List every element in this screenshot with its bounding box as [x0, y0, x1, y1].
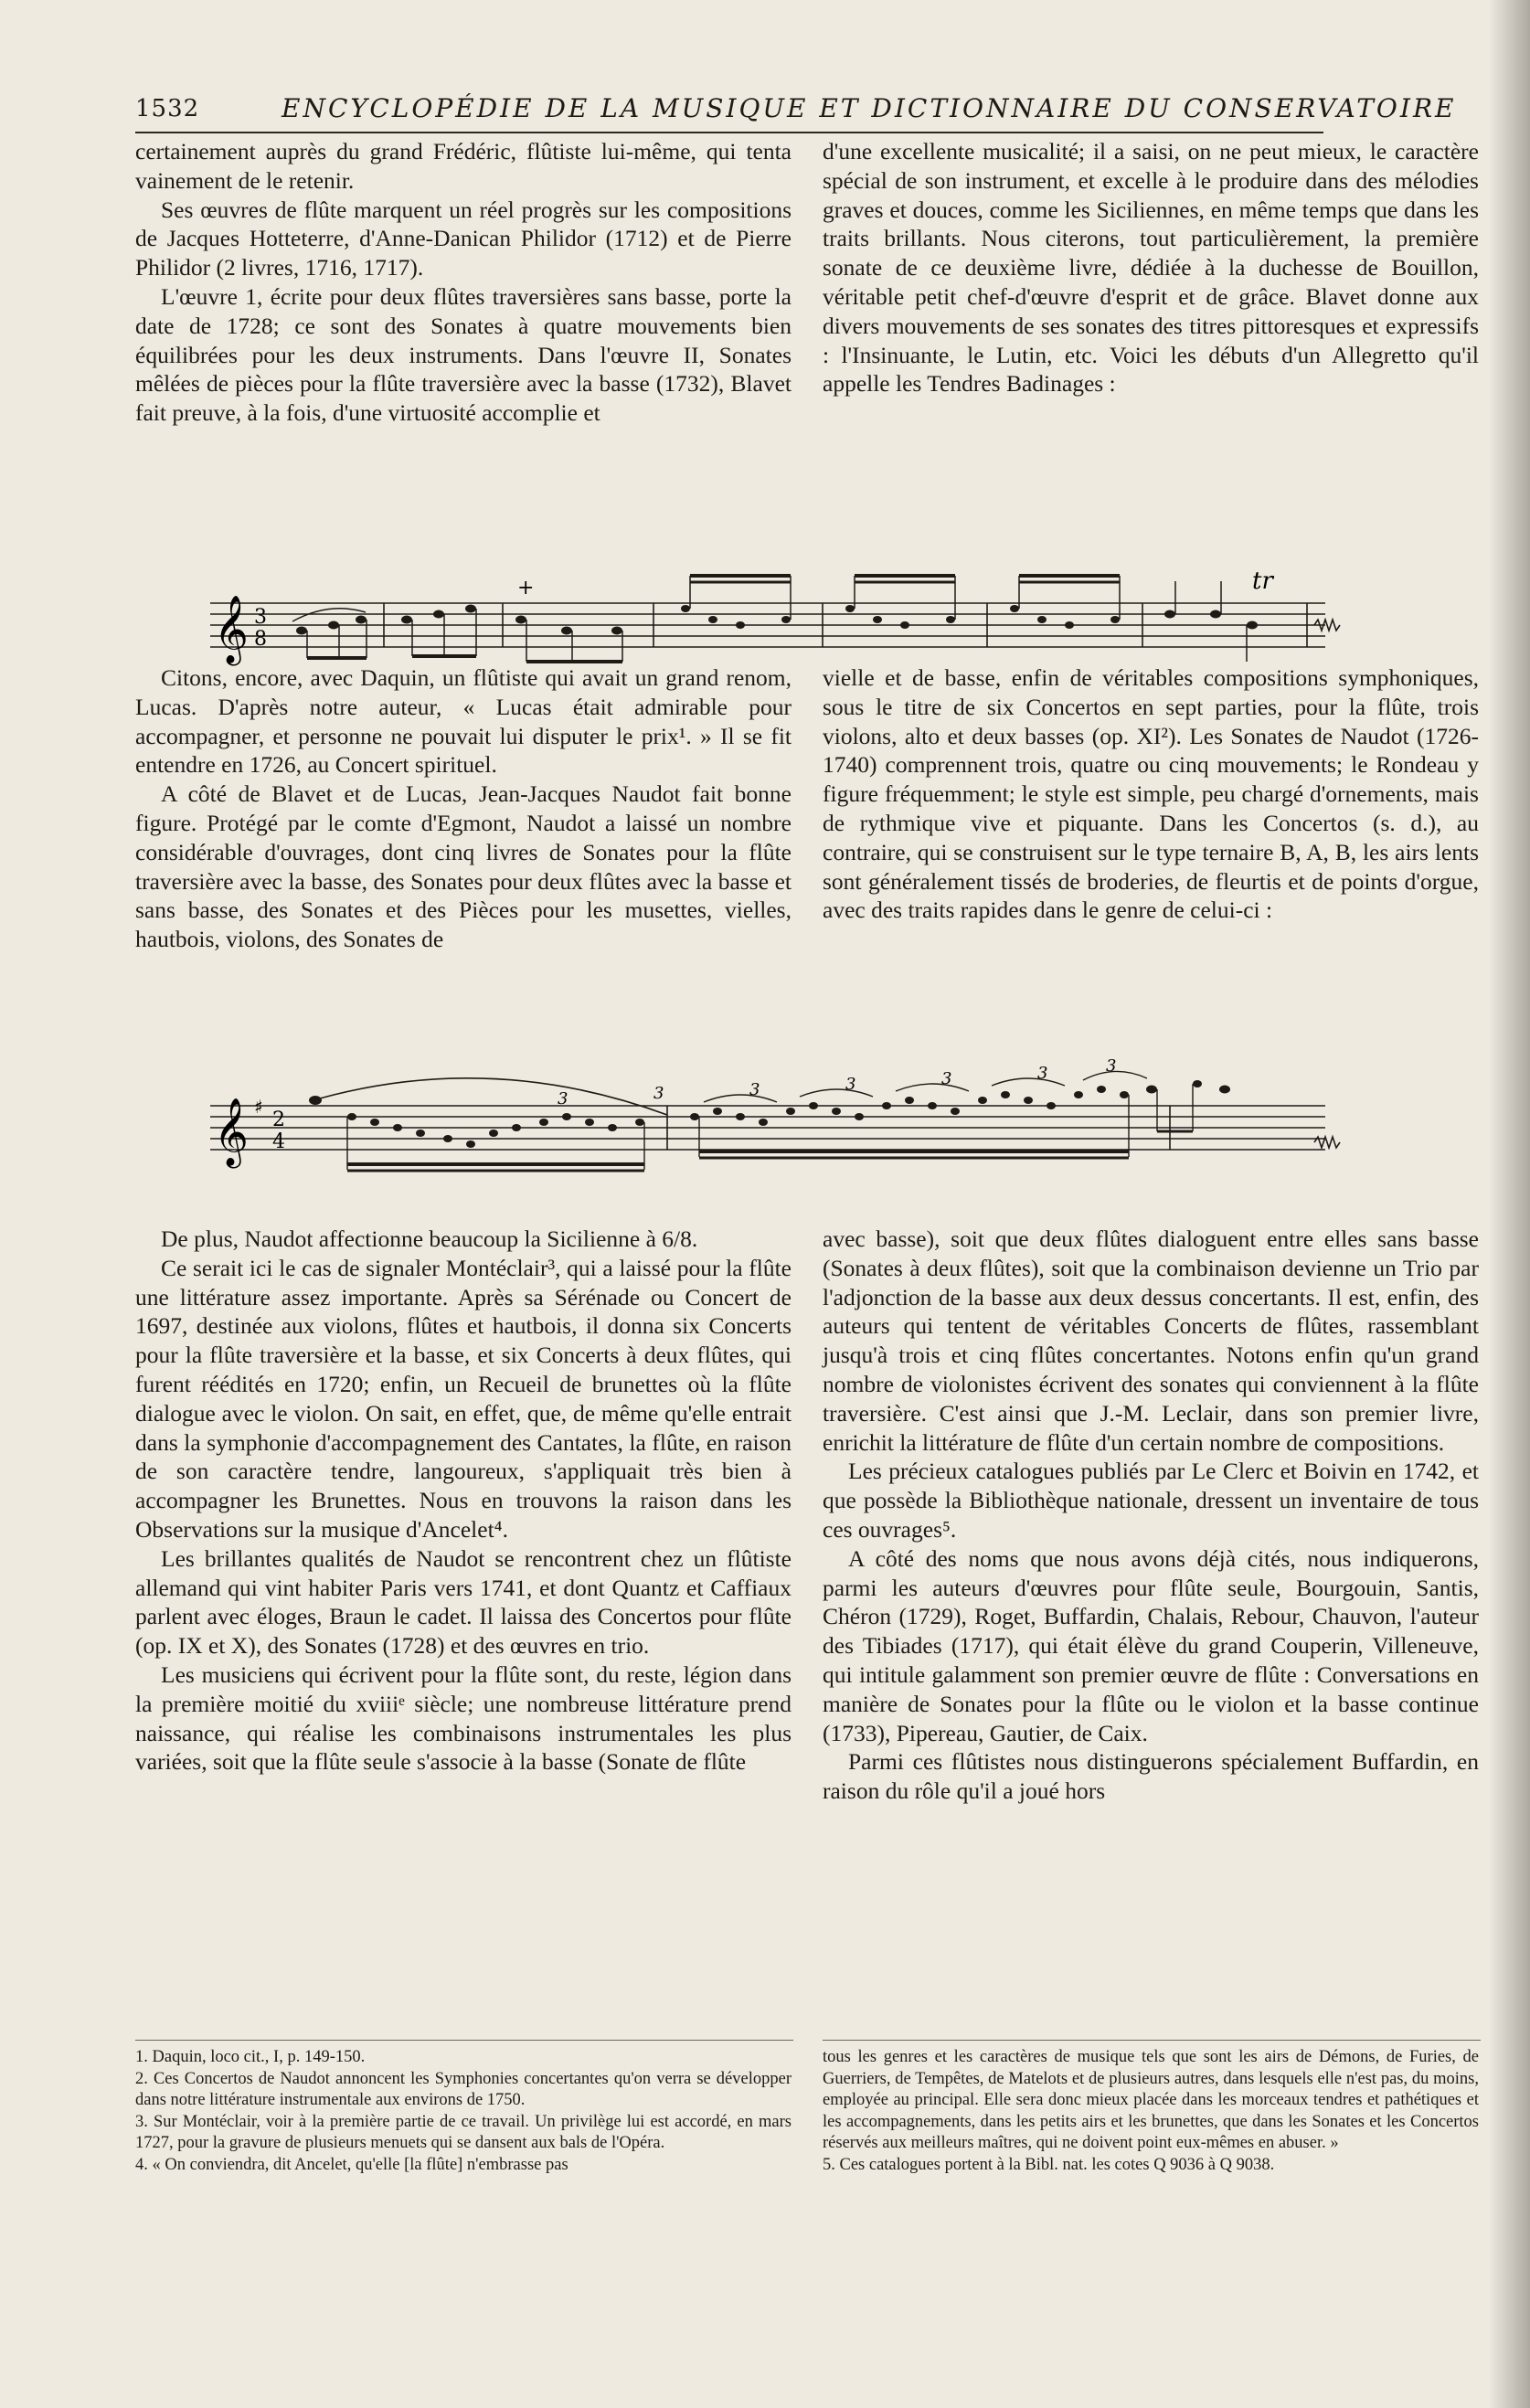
- triplet-mark: 3: [653, 1084, 664, 1103]
- triplet-mark: 3: [1106, 1056, 1117, 1076]
- paragraph: A côté de Blavet et de Lucas, Jean-Jacques Naudot fait bonne figure. Protégé par le comte d'Egmont, Naudot a laissé un nombre considérable d'ouvrages, dont cinq livres de Sonates pour la flûte traversière avec la basse, des Sonates pour deux flûtes avec la basse et sans basse, des Sonates et des Pièces pour les musettes, vielles, hautbois, violons, des Sonates de: [135, 780, 792, 953]
- paragraph: d'une excellente musicalité; il a saisi, on ne peut mieux, le caractère spécial de son instrument, et excelle à le produire dans des mélodies graves et douces, comme les Siciliennes, en même temps que dans les traits brillants. Nous citerons, tout particulièrement, la première sonate de ce deuxième livre, dédiée à la duchesse de Bouillon, véritable petit chef-d'œuvre d'esprit et de grâce. Blavet donne aux divers mouvements de ses sonates des titres pittoresques et expressifs : l'Insinuante, le Lutin, etc. Voici les débuts d'un Allegretto qu'il appelle les Tendres Badinages :: [823, 138, 1479, 398]
- footnote: 2. Ces Concertos de Naudot annoncent les Symphonies concertantes qu'on verra se développer dans notre littérature instrumentale aux environs de 1750.: [135, 2069, 792, 2109]
- footnote: 1. Daquin, loco cit., I, p. 149-150.: [135, 2048, 366, 2066]
- footnote-rule: [135, 2040, 793, 2041]
- footnote: 3. Sur Montéclair, voir à la première partie de ce travail. Un privilège lui est accordé, en mars 1727, pour la gravure de plusieurs menuets qui se dansent aux bals de l'Opéra.: [135, 2112, 792, 2152]
- paragraph: avec basse), soit que deux flûtes dialoguent entre elles sans basse (Sonates à deux flûtes), soit que la combinaison devienne un Trio par l'adjonction de la basse aux deux dessus concertants. Il est, enfin, des auteurs qui tentent de véritables Concerts de flûtes, rassemblant jusqu'à trois et cinq flûtes concertantes. Notons enfin qu'un grand nombre de violonistes écrivent des sonates qui conviennent à la flûte traversière. C'est ainsi que J.-M. Leclair, dans son premier livre, enrichit la littérature de flûte d'un certain nombre de compositions.: [823, 1225, 1479, 1456]
- footnote-rule: [823, 2040, 1481, 2041]
- section2-left-column: [135, 663, 792, 954]
- running-head: ENCYCLOPÉDIE DE LA MUSIQUE ET DICTIONNAIRE DU CONSERVATOIRE: [282, 93, 1457, 123]
- section3-left-column: [135, 1225, 792, 1777]
- paragraph: A côté des noms que nous avons déjà cités, nous indiquerons, parmi les auteurs d'œuvres pour flûte seule, Bourgouin, Santis, Chéron (1729), Roget, Buffardin, Chalais, Rebour, Chauvon, l'auteur des Tibiades (1717), qui était élève du grand Couperin, Villeneuve, qui intitule galamment son premier œuvre de flûte : Conversations en manière de Sonates pour la flûte ou le violon et la basse continue (1733), Pipereau, Gautier, de Caix.: [823, 1544, 1479, 1746]
- treble-clef: 𝄞: [214, 596, 249, 663]
- paragraph: Ce serait ici le cas de signaler Montéclair³, qui a laissé pour la flûte une littérature assez importante. Après sa Sérénade ou Concert de 1697, destinée aux violons, flûtes et hautbois, il donna six Concerts pour la flûte traversière et la basse, et six Concerts à deux flûtes, qui furent réédités en 1720; enfin, un Recueil de brunettes où la flûte dialogue avec le violon. On sait, en effet, que, de même qu'elle entrait dans la symphonie d'accompagnement des Cantates, la flûte, en raison de son caractère tendre, langoureux, s'appliquait très bien à accompagner les Brunettes. Nous en trouvons la raison dans les Observations sur la musique d'Ancelet⁴.: [135, 1254, 792, 1543]
- staff-lines: [210, 603, 1325, 647]
- staff-lines: [210, 1106, 1325, 1150]
- key-signature: ♯: [254, 1096, 263, 1118]
- page-header: [135, 91, 1457, 133]
- paragraph: Les précieux catalogues publiés par Le Clerc et Boivin en 1742, et que possède la Bibliothèque nationale, dressent un inventaire de tous ces ouvrages⁵.: [823, 1458, 1479, 1543]
- triplet-mark: 3: [1037, 1064, 1048, 1083]
- stems-and-beams: [307, 576, 1247, 662]
- binding-shadow: [1488, 0, 1530, 2408]
- section1-left-column: [135, 137, 792, 428]
- triplet-mark: 3: [941, 1069, 952, 1088]
- noteheads: [296, 605, 1258, 635]
- noteheads: [309, 1080, 1230, 1148]
- section3-right-column: [823, 1225, 1479, 1806]
- treble-clef: 𝄞: [214, 1098, 249, 1166]
- continuation-mark: [1314, 1137, 1340, 1148]
- trill-mark: tr: [1252, 568, 1273, 595]
- time-signature-top: 3: [254, 606, 267, 629]
- slur: [292, 609, 366, 621]
- time-signature-bottom: 8: [254, 628, 267, 651]
- triplet-mark: 3: [558, 1089, 568, 1109]
- paragraph: Les brillantes qualités de Naudot se rencontrent chez un flûtiste allemand qui vint habiter Paris vers 1741, et dont Quantz et Caffiaux parlent avec éloges, Braun le cadet. Il laissa des Concertos pour flûte (op. IX et X), des Sonates (1728) et des œuvres en trio.: [135, 1544, 792, 1660]
- paragraph: Ses œuvres de flûte marquent un réel progrès sur les compositions de Jacques Hotteterre, d'Anne-Danican Philidor (1712) et de Pierre Philidor (2 livres, 1716, 1717).: [135, 196, 792, 281]
- paragraph: Parmi ces flûtistes nous distinguerons spécialement Buffardin, en raison du rôle qu'il a joué hors: [823, 1748, 1479, 1805]
- footnotes-right: [823, 2047, 1479, 2176]
- paragraph: Citons, encore, avec Daquin, un flûtiste qui avait un grand renom, Lucas. D'après notre auteur, « Lucas était admirable pour accompagner, et personne ne pouvait lui disputer le prix¹. » Il se fit entendre en 1726, au Concert spirituel.: [135, 664, 792, 779]
- paragraph: L'œuvre 1, écrite pour deux flûtes traversières sans basse, porte la date de 1728; ce sont des Sonates à quatre mouvements bien équilibrées pour les deux instruments. Dans l'œuvre II, Sonates mêlées de pièces pour la flûte traversière avec la basse (1732), Blavet fait preuve, à la fois, d'une virtuosité accomplie et: [135, 282, 792, 427]
- time-signature-top: 2: [272, 1109, 285, 1131]
- section1-right-column: [823, 137, 1479, 398]
- triplet-mark: 3: [749, 1080, 760, 1099]
- paragraph: vielle et de basse, enfin de véritables compositions symphoniques, sous le titre de six Concertos en sept parties, pour la flûte, trois violons, alto et deux basses (op. XI²). Les Sonates de Naudot (1726-1740) comprennent trois, quatre ou cinq mouvements; le Rondeau y figure fréquemment; le style est simple, peu chargé d'ornements, mais de rythmique vive et piquante. Dans les Concertos (s. d.), au contraire, qui se construisent sur le type ternaire B, A, B, les airs lents sont généralement tissés de broderies, de fleurtis et de points d'orgue, avec des traits rapides dans le genre de celui-ci :: [823, 664, 1479, 924]
- long-slur: [320, 1078, 667, 1115]
- paragraph: Les musiciens qui écrivent pour la flûte sont, du reste, légion dans la première moitié du xviiiᵉ siècle; une nombreuse littérature prend naissance, qui réalise les combinaisons instrumentales les plus variées, soit que la flûte seule s'associe à la basse (Sonate de flûte: [135, 1660, 792, 1776]
- paragraph: De plus, Naudot affectionne beaucoup la Sicilienne à 6/8.: [161, 1225, 698, 1252]
- paragraph: certainement auprès du grand Frédéric, flûtiste lui-même, qui tenta vainement de le retenir.: [135, 138, 792, 194]
- time-signature-bottom: 4: [272, 1130, 285, 1153]
- section2-right-column: [823, 663, 1479, 925]
- footnote: 5. Ces catalogues portent à la Bibl. nat. les cotes Q 9036 à Q 9038.: [823, 2155, 1275, 2174]
- page-number: 1532: [135, 95, 200, 122]
- footnotes-left: [135, 2047, 792, 2176]
- triplet-mark: 3: [845, 1075, 856, 1094]
- footnote: tous les genres et les caractères de musique tels que sont les airs de Démons, de Furies, de Guerriers, de Tempêtes, de Matelots et de plusieurs autres, dans lesquels elle n'est pas, du moins, employée au principal. Elle sera donc mieux placée dans les morceaux tendres et pathétiques et les accompagnements, dans les petits airs et les brunettes, que dans les Sonates et les Concertos réservés aux meilleurs maîtres, qui ne doivent point eux-mêmes en abuser. »: [823, 2048, 1479, 2152]
- music-example-2: [155, 1051, 1371, 1188]
- footnote: 4. « On conviendra, dit Ancelet, qu'elle [la flûte] n'embrasse pas: [135, 2155, 568, 2174]
- ornament-mark: +: [517, 577, 535, 599]
